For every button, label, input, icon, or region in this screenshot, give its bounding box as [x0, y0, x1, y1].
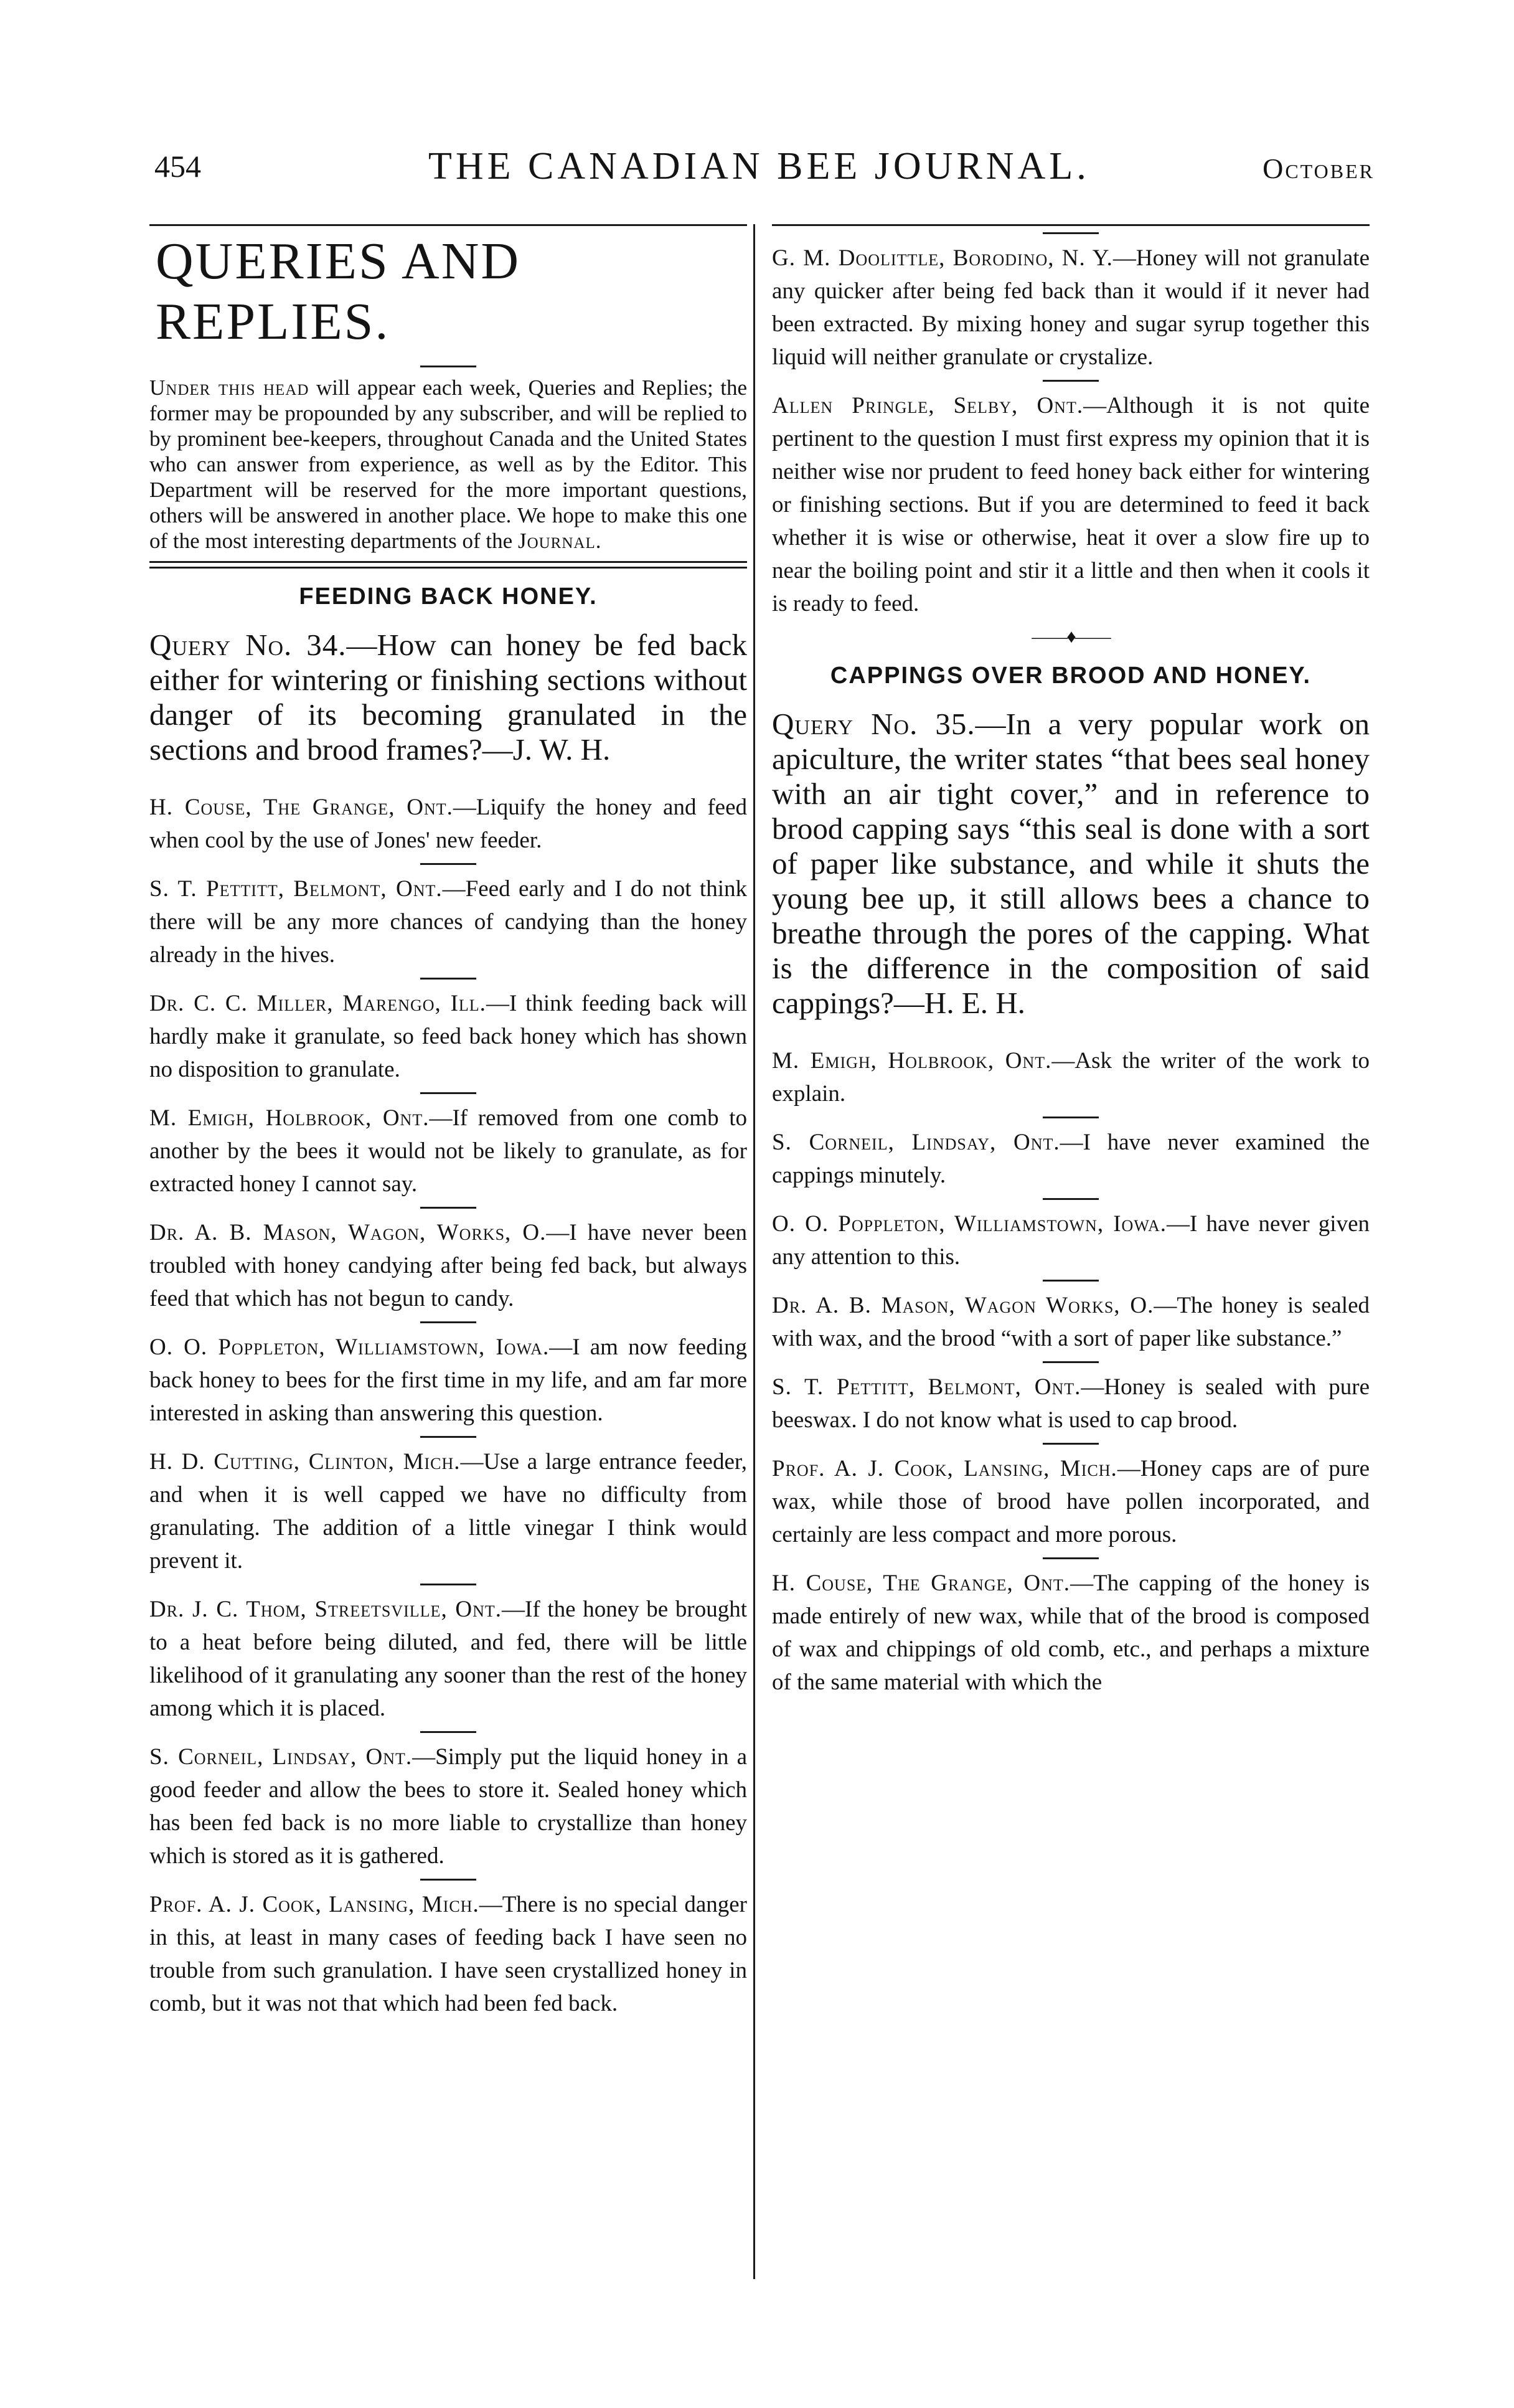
answer-q35-2 — [772, 1126, 1370, 1192]
respondent-name: H. D. Cutting, Clinton, Mich. — [149, 1449, 461, 1475]
divider — [420, 863, 476, 865]
respondent-name: G. M. Doolittle, Borodino, N. Y. — [772, 245, 1113, 271]
divider — [1043, 1280, 1099, 1282]
divider — [1043, 380, 1099, 382]
respondent-name: M. Emigh, Holbrook, Ont. — [772, 1048, 1052, 1074]
divider — [1043, 1443, 1099, 1445]
divider — [420, 1584, 476, 1585]
divider — [420, 1092, 476, 1094]
answer-q35-7 — [772, 1567, 1370, 1699]
answer-text: —Ask the writer of the work to explain. — [772, 1048, 1370, 1107]
answer-q35-3 — [772, 1207, 1370, 1273]
answer-text: —I have never examined the cappings minutely. — [772, 1130, 1370, 1188]
divider — [420, 1879, 476, 1881]
divider — [1043, 1117, 1099, 1118]
respondent-name: Prof. A. J. Cook, Lansing, Mich. — [149, 1892, 479, 1917]
left-column — [149, 224, 747, 2279]
respondent-name: S. T. Pettitt, Belmont, Ont. — [772, 1374, 1081, 1400]
column-divider — [753, 224, 755, 2279]
respondent-name: Allen Pringle, Selby, Ont. — [772, 393, 1084, 418]
answer-text: —Liquify the honey and feed when cool by the use of Jones' new feeder. — [149, 795, 747, 853]
divider — [1043, 1361, 1099, 1363]
answer-text: —Use a large entrance feeder, and when it is well capped we have no difficulty from granulating. The addition of a little vinegar I think would prevent it. — [149, 1449, 747, 1574]
respondent-name: Dr. A. B. Mason, Wagon Works, O. — [772, 1293, 1154, 1318]
answer-text: —Honey will not granulate any quicker after being fed back than it would if it never had been extracted. By mixing honey and sugar syrup together this liquid will neither granulate or crystalize. — [772, 245, 1370, 370]
divider — [420, 978, 476, 980]
top-rule — [149, 224, 747, 226]
answer-text: —Feed early and I do not think there will be any more chances of candying than the honey already in the hives. — [149, 876, 747, 968]
answer-text: —I have never been troubled with honey candying after being fed back, but always feed that which has not begun to candy. — [149, 1220, 747, 1311]
query-35-text: —In a very popular work on apiculture, the writer states “that bees seal honey with an air tight cover,” and in reference to brood capping says “this seal is done with a sort of paper like substance, and while it shuts the young bee up, it still allows bees a chance to breathe through the pores of the capping. What is the difference in the composition of said cappings?—H. E. H. — [772, 707, 1370, 1020]
respondent-name: Dr. J. C. Thom, Streetsville, Ont. — [149, 1597, 502, 1622]
answer-text: —Honey is sealed with pure beeswax. I do not know what is used to cap brood. — [772, 1374, 1370, 1433]
divider — [420, 366, 476, 367]
intro-text: will appear each week, Queries and Replies; the former may be propounded by any subscriber, and will be replied to by prominent bee-keepers, throughout Canada and the United States who can answer from experience, as well as by the Editor. This Department will be reserved for the more important questions, others will be answered in another place. We hope to make this one of the most interesting departments of the — [149, 375, 747, 553]
respondent-name: Dr. C. C. Miller, Marengo, Ill. — [149, 991, 486, 1016]
intro-lead: Under this head — [149, 375, 309, 400]
divider — [420, 1207, 476, 1209]
heading-cappings: CAPPINGS OVER BROOD AND HONEY. — [830, 663, 1312, 689]
answer-q34-7 — [149, 1445, 747, 1577]
page-number: 454 — [154, 149, 201, 184]
answer-q34-2 — [149, 872, 747, 971]
heading-feeding-back-honey: FEEDING BACK HONEY. — [299, 583, 598, 610]
answer-text: —The capping of the honey is made entirely of new wax, while that of the brood is composed of wax and chippings of old comb, etc., and perhaps a mixture of the same material with which the — [772, 1570, 1370, 1695]
answer-text: —If the honey be brought to a heat before being diluted, and fed, there will be little likelihood of it granulating any sooner than the rest of the honey among which it is placed. — [149, 1597, 747, 1721]
answer-q35-4 — [772, 1289, 1370, 1355]
divider — [420, 1731, 476, 1733]
issue-month: October — [1262, 153, 1375, 184]
ornament-divider: ——♦—— — [1032, 626, 1110, 647]
query-34-lead: Query No. 34. — [149, 628, 347, 662]
divider — [420, 1321, 476, 1323]
divider — [1043, 232, 1099, 234]
journal-title: THE CANADIAN BEE JOURNAL. — [428, 145, 1090, 187]
answer-q35-6 — [772, 1452, 1370, 1551]
query-34-text: —How can honey be fed back either for wintering or finishing sections without danger of its becoming granulated in the sections and brood frames?—J. W. H. — [149, 628, 747, 767]
answer-text: —The honey is sealed with wax, and the brood “with a sort of paper like substance.” — [772, 1293, 1370, 1351]
divider — [420, 1436, 476, 1438]
section-title: QUERIES AND REPLIES. — [156, 232, 521, 351]
intro-tail: Journal. — [517, 529, 602, 553]
answer-text: —There is no special danger in this, at least in many cases of feeding back I have seen no trouble from such granulation. I have seen crystallized honey in comb, but it was not that which had been fed back. — [149, 1892, 747, 2016]
answer-q34-4 — [149, 1102, 747, 1201]
respondent-name: H. Couse, The Grange, Ont. — [149, 795, 453, 820]
double-rule — [149, 561, 747, 569]
divider — [1043, 1557, 1099, 1559]
respondent-name: S. Corneil, Lindsay, Ont. — [149, 1744, 413, 1770]
answer-text: —I think feeding back will hardly make it granulate, so feed back honey which has shown no disposition to granulate. — [149, 991, 747, 1082]
answer-q34-3 — [149, 987, 747, 1086]
answer-text: —Honey caps are of pure wax, while those of brood have pollen incorporated, and certainly are less compact and more porous. — [772, 1456, 1370, 1547]
answer-q34-8 — [149, 1593, 747, 1725]
intro-paragraph — [149, 375, 747, 554]
answer-q35-1 — [772, 1044, 1370, 1110]
respondent-name: S. T. Pettitt, Belmont, Ont. — [149, 876, 443, 902]
answer-text: —If removed from one comb to another by the bees it would not be likely to granulate, as for extracted honey I cannot say. — [149, 1105, 747, 1197]
answer-text: —Although it is not quite pertinent to the question I must first express my opinion that it is neither wise nor prudent to feed honey back either for wintering or finishing sections. But if you are determined to feed it back whether it is wise or otherwise, heat it over a slow fire up to near the boiling point and stir it a little and then when it cools it is ready to feed. — [772, 393, 1370, 616]
respondent-name: O. O. Poppleton, Williamstown, Iowa. — [772, 1211, 1167, 1237]
respondent-name: M. Emigh, Holbrook, Ont. — [149, 1105, 430, 1131]
answer-q34-10 — [149, 1888, 747, 2020]
answer-q34-9 — [149, 1740, 747, 1872]
top-rule — [772, 224, 1370, 226]
respondent-name: Dr. A. B. Mason, Wagon, Works, O. — [149, 1220, 547, 1245]
answer-q34-6 — [149, 1331, 747, 1430]
respondent-name: Prof. A. J. Cook, Lansing, Mich. — [772, 1456, 1117, 1481]
query-34 — [149, 628, 747, 767]
answer-text: —I have never given any attention to this. — [772, 1211, 1370, 1270]
respondent-name: O. O. Poppleton, Williamstown, Iowa. — [149, 1334, 550, 1360]
running-header — [154, 144, 1375, 201]
divider — [1043, 1198, 1099, 1200]
answer-text: —I am now feeding back honey to bees for the first time in my life, and am far more interested in asking than answering this question. — [149, 1334, 747, 1426]
answer-q34-5 — [149, 1216, 747, 1315]
answer-text: —Simply put the liquid honey in a good feeder and allow the bees to store it. Sealed honey which has been fed back is no more liable to crystallize than honey which is stored as it is gathered. — [149, 1744, 747, 1869]
answer-q34-12 — [772, 389, 1370, 620]
query-35 — [772, 707, 1370, 1021]
respondent-name: S. Corneil, Lindsay, Ont. — [772, 1130, 1060, 1155]
right-column — [772, 224, 1370, 2279]
query-35-lead: Query No. 35. — [772, 707, 976, 741]
answer-q34-1 — [149, 791, 747, 857]
answer-q35-5 — [772, 1371, 1370, 1437]
answer-q34-11 — [772, 242, 1370, 374]
respondent-name: H. Couse, The Grange, Ont. — [772, 1570, 1071, 1596]
